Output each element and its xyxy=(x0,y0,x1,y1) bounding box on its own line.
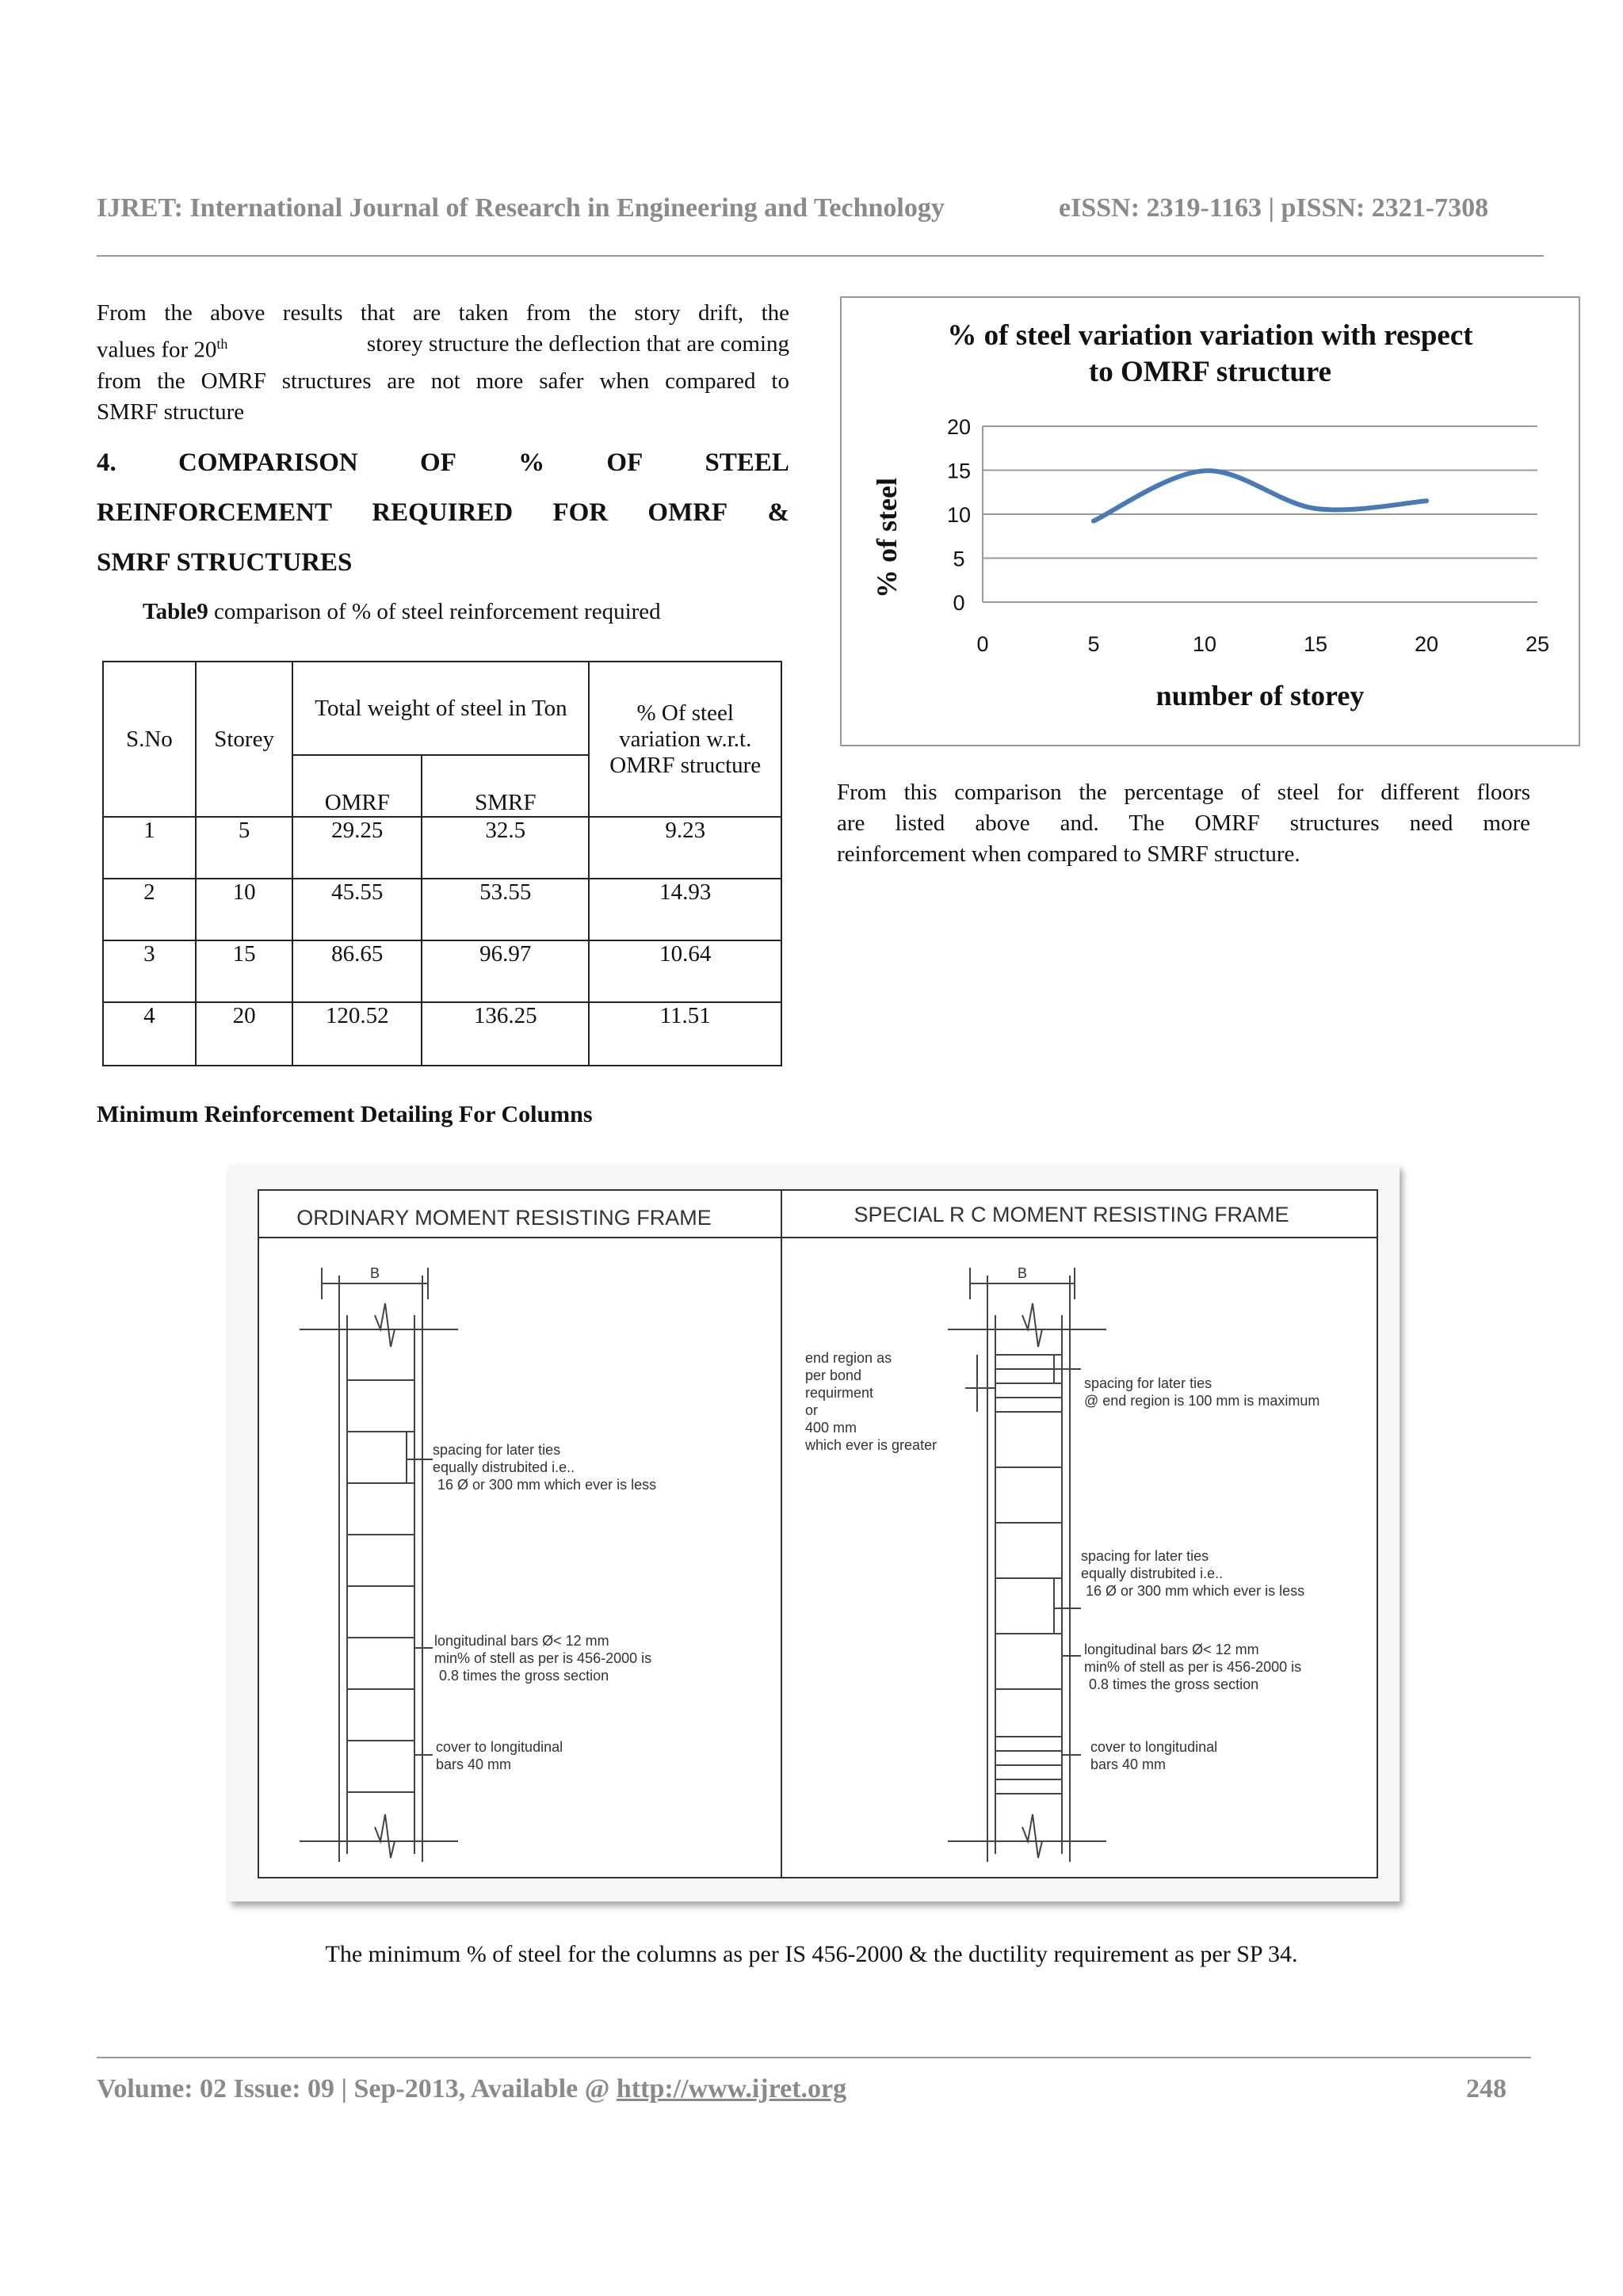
header-smrf: SMRF xyxy=(422,755,589,817)
journal-issn: eISSN: 2319-1163 | pISSN: 2321-7308 xyxy=(1059,193,1489,223)
y-tick-label: 20 xyxy=(946,415,972,439)
y-axis-label: % of steel xyxy=(871,478,903,598)
cell-variation: 10.64 xyxy=(589,940,781,1002)
footer-left xyxy=(97,2074,846,2104)
note-text: min% of stell as per is 456-2000 is xyxy=(1084,1659,1302,1675)
figure-left-title: ORDINARY MOMENT RESISTING FRAME xyxy=(296,1206,712,1230)
line-chart xyxy=(842,298,1579,745)
dim-label-left: B xyxy=(369,1265,380,1281)
cell-storey: 10 xyxy=(196,879,293,940)
intro-line: SMRF structure xyxy=(97,399,245,425)
cell-storey: 20 xyxy=(196,1002,293,1066)
note-text: per bond xyxy=(805,1367,862,1383)
y-tick-label: 15 xyxy=(946,459,972,483)
intro-text: values for 20 xyxy=(97,337,217,363)
table-row xyxy=(103,817,781,879)
cell-omrf: 29.25 xyxy=(292,817,422,879)
cell-storey: 15 xyxy=(196,940,293,1002)
section-word: REQUIRED xyxy=(372,498,514,527)
note-text: spacing for later ties xyxy=(433,1442,561,1458)
y-tick-label: 10 xyxy=(946,503,972,527)
chart-note-paragraph xyxy=(837,777,1530,870)
note-text: spacing for later ties xyxy=(1081,1548,1209,1564)
page-number: 248 xyxy=(1466,2074,1507,2103)
cell-sno: 1 xyxy=(103,817,196,879)
table-caption-text: comparison of % of steel reinforcement required xyxy=(208,599,661,624)
x-tick-label: 5 xyxy=(1087,632,1100,656)
cell-variation: 11.51 xyxy=(589,1002,781,1066)
x-tick-label: 20 xyxy=(1414,632,1439,656)
section-word: STEEL xyxy=(705,448,789,477)
section-word: & xyxy=(767,498,789,527)
note-text: bars 40 mm xyxy=(1090,1756,1167,1772)
header-variation: % Of steel variation w.r.t. OMRF structure xyxy=(589,662,781,817)
section-heading xyxy=(97,448,789,578)
note-text: 0.8 times the gross section xyxy=(1089,1676,1259,1692)
section-word: % xyxy=(518,448,545,477)
detailing-drawing xyxy=(228,1165,1400,1901)
chart-frame xyxy=(840,296,1580,746)
cell-smrf: 136.25 xyxy=(422,1002,589,1066)
section-title-line xyxy=(97,498,789,548)
intro-text: storey structure the deflection that are coming xyxy=(366,331,789,357)
journal-name: IJRET: International Journal of Research in Engineering and Technology xyxy=(97,193,945,223)
table-caption-label: Table9 xyxy=(143,599,208,624)
note-text: equally distrubited i.e.. xyxy=(433,1459,575,1475)
note-text: cover to longitudinal xyxy=(1090,1739,1218,1755)
note-text: longitudinal bars Ø< 12 mm xyxy=(434,1633,609,1649)
note-text: or xyxy=(805,1402,819,1418)
cell-omrf: 45.55 xyxy=(292,879,422,940)
note-text: 0.8 times the gross section xyxy=(439,1668,609,1684)
cell-omrf: 86.65 xyxy=(292,940,422,1002)
cell-omrf: 120.52 xyxy=(292,1002,422,1066)
x-tick-label: 15 xyxy=(1303,632,1328,656)
footer-rule xyxy=(97,2057,1531,2058)
section-word: OMRF xyxy=(647,498,728,527)
footer-link[interactable]: http://www.ijret.org xyxy=(616,2074,847,2103)
data-point xyxy=(1091,519,1096,524)
table-row xyxy=(103,940,781,1002)
header-sno: S.No xyxy=(103,662,196,817)
cell-smrf: 32.5 xyxy=(422,817,589,879)
cell-smrf: 96.97 xyxy=(422,940,589,1002)
note-text: which ever is greater xyxy=(805,1437,938,1453)
intro-line: from the OMRF structures are not more safer when compared to xyxy=(97,368,789,394)
section-title-line xyxy=(97,448,789,498)
cell-sno: 2 xyxy=(103,879,196,940)
note-text: equally distrubited i.e.. xyxy=(1081,1566,1224,1581)
note-text: 400 mm xyxy=(805,1420,857,1436)
footer-volume: Volume: 02 Issue: 09 | Sep-2013, Available @ xyxy=(97,2074,617,2103)
x-tick-label: 0 xyxy=(976,632,989,656)
note-line: are listed above and. The OMRF structures need more xyxy=(837,810,1530,836)
table-caption xyxy=(143,599,661,625)
note-text: spacing for later ties xyxy=(1084,1375,1212,1391)
cell-storey: 5 xyxy=(196,817,293,879)
data-point xyxy=(1202,468,1207,473)
note-line: reinforcement when compared to SMRF structure. xyxy=(837,841,1300,867)
intro-paragraph xyxy=(97,298,789,428)
section-word: FOR xyxy=(552,498,609,527)
section-word: REINFORCEMENT xyxy=(97,498,333,527)
header-omrf: OMRF xyxy=(292,755,422,817)
chart-title-line2: to OMRF structure xyxy=(1088,356,1332,388)
figure-caption: The minimum % of steel for the columns as per IS 456-2000 & the ductility requirement as per SP 34. xyxy=(325,1941,1298,1967)
note-text: requirment xyxy=(805,1385,874,1401)
subheading: Minimum Reinforcement Detailing For Columns xyxy=(97,1101,593,1127)
note-text: 16 Ø or 300 mm which ever is less xyxy=(437,1477,657,1493)
x-tick-label: 10 xyxy=(1192,632,1217,656)
cell-sno: 4 xyxy=(103,1002,196,1066)
note-text: cover to longitudinal xyxy=(436,1739,563,1755)
y-tick-label: 5 xyxy=(953,547,965,571)
table-row xyxy=(103,1002,781,1066)
cell-smrf: 53.55 xyxy=(422,879,589,940)
chart-title-line1: % of steel variation variation with respect xyxy=(947,319,1473,352)
y-tick-label: 0 xyxy=(953,591,965,615)
section-word: COMPARISON xyxy=(178,448,358,477)
section-word: OF xyxy=(420,448,456,477)
intro-line: From the above results that are taken from the story drift, the xyxy=(97,300,789,326)
data-point xyxy=(1313,506,1318,511)
superscript: th xyxy=(216,336,228,352)
dim-label-right: B xyxy=(1017,1265,1028,1281)
cell-variation: 9.23 xyxy=(589,817,781,879)
section-number: 4. xyxy=(97,448,116,477)
table-row xyxy=(103,879,781,940)
intro-line xyxy=(97,329,789,366)
header-total-weight: Total weight of steel in Ton xyxy=(292,662,589,755)
running-header xyxy=(97,193,1529,223)
note-text: min% of stell as per is 456-2000 is xyxy=(434,1650,652,1666)
figure-right-title: SPECIAL R C MOMENT RESISTING FRAME xyxy=(854,1203,1289,1226)
note-text: @ end region is 100 mm is maximum xyxy=(1084,1393,1320,1409)
note-text: end region as xyxy=(805,1350,892,1366)
note-text: longitudinal bars Ø< 12 mm xyxy=(1084,1642,1259,1657)
steel-comparison-table xyxy=(102,661,782,1066)
detailing-figure xyxy=(228,1165,1400,1901)
x-tick-label: 25 xyxy=(1525,632,1550,656)
data-point xyxy=(1424,498,1429,503)
cell-sno: 3 xyxy=(103,940,196,1002)
note-line: From this comparison the percentage of steel for different floors xyxy=(837,780,1530,805)
section-title-line: SMRF STRUCTURES xyxy=(97,548,353,577)
header-rule xyxy=(97,255,1544,257)
cell-variation: 14.93 xyxy=(589,879,781,940)
section-word: OF xyxy=(606,448,643,477)
header-storey: Storey xyxy=(196,662,293,817)
note-text: bars 40 mm xyxy=(436,1756,512,1772)
note-text: 16 Ø or 300 mm which ever is less xyxy=(1086,1583,1305,1599)
x-axis-label: number of storey xyxy=(1155,680,1365,711)
